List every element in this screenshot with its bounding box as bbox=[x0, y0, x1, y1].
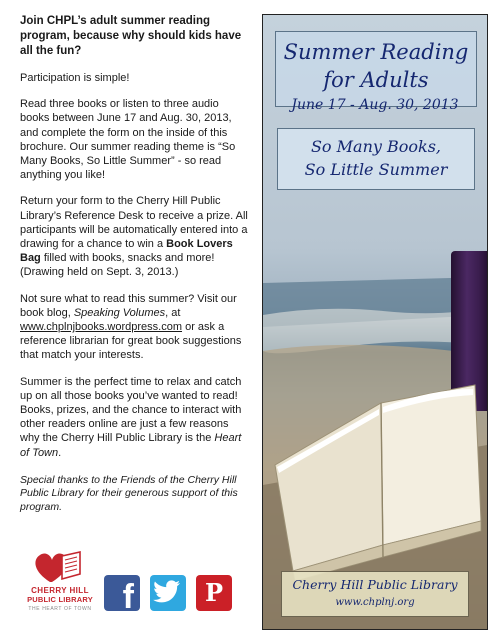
pinterest-letter: P bbox=[204, 578, 224, 607]
perfect-text-b: . bbox=[58, 446, 62, 459]
footer-library-name: Cherry Hill Public Library bbox=[292, 577, 458, 592]
title-line-1: Summer Reading bbox=[283, 40, 469, 64]
blog-title: Speaking Volumes bbox=[73, 306, 166, 319]
blog-text-c: or ask a reference librarian for great book suggestions that match your interests. bbox=[20, 321, 242, 362]
blog-text-b: , at bbox=[165, 306, 181, 319]
facebook-letter: f bbox=[122, 578, 134, 616]
theme-title bbox=[278, 135, 474, 181]
pinterest-icon[interactable] bbox=[196, 575, 232, 611]
blog-text-a: Not sure what to read this summer? Visit our book blog, bbox=[20, 292, 237, 319]
perfect-time-paragraph bbox=[20, 375, 250, 460]
return-text-a: Return your form to the Cherry Hill Public Library’s Reference Desk to receive a prize. All participants will be automatically entered into a drawing for a chance to win a bbox=[20, 195, 248, 251]
library-logo bbox=[24, 548, 96, 614]
brochure-text-column bbox=[20, 14, 250, 514]
open-book-icon bbox=[263, 345, 487, 585]
perfect-text-a: Summer is the perfect time to relax and catch up on all those books you’ve wanted to read! Books, prizes, and the chance to interact with other readers online are just a few reasons why the Cherry Hill Public Library is the bbox=[20, 375, 242, 445]
facebook-icon[interactable] bbox=[104, 575, 140, 616]
logo-public-library: PUBLIC LIBRARY bbox=[27, 595, 93, 604]
heart-of-town: Heart of Town bbox=[20, 432, 242, 459]
heart-book-icon bbox=[24, 548, 96, 586]
return-text-b: filled with books, snacks and more! (Drawing held on Sept. 3, 2013.) bbox=[20, 252, 215, 279]
poster-title bbox=[276, 38, 476, 94]
theme-line-1: So Many Books, bbox=[310, 137, 442, 156]
twitter-icon[interactable] bbox=[150, 575, 186, 611]
cover-poster bbox=[262, 14, 488, 630]
theme-box bbox=[277, 128, 475, 190]
logo-tagline: THE HEART OF TOWN bbox=[28, 606, 92, 612]
participation-line: Participation is simple! bbox=[20, 72, 130, 84]
title-box bbox=[275, 31, 477, 107]
special-thanks: Special thanks to the Friends of the Cherry Hill Public Library for their generous support of this program. bbox=[20, 473, 238, 513]
blog-link[interactable]: www.chplnjbooks.wordpress.com bbox=[20, 321, 183, 334]
program-dates: June 17 - Aug. 30, 2013 bbox=[291, 97, 459, 113]
twitter-bird-icon bbox=[150, 575, 186, 611]
theme-line-2: So Little Summer bbox=[304, 160, 448, 179]
instructions-paragraph: Read three books or listen to three audio books between June 17 and Aug. 30, 2013, and complete the form on the inside of this brochure. Our summer reading theme is “So Many Books, So Little Summer” - so read anything you like! bbox=[20, 98, 236, 182]
logo-cherry-hill: CHERRY HILL bbox=[31, 586, 89, 595]
library-footer-box bbox=[281, 571, 469, 617]
return-form-paragraph bbox=[20, 194, 250, 279]
blog-paragraph bbox=[20, 292, 250, 363]
intro-heading: Join CHPL’s adult summer reading program, because why should kids have all the fun? bbox=[20, 15, 242, 57]
footer-url: www.chplnj.org bbox=[335, 597, 415, 608]
book-lovers-bag: Book Lovers Bag bbox=[20, 238, 233, 265]
title-line-2: for Adults bbox=[323, 68, 429, 92]
